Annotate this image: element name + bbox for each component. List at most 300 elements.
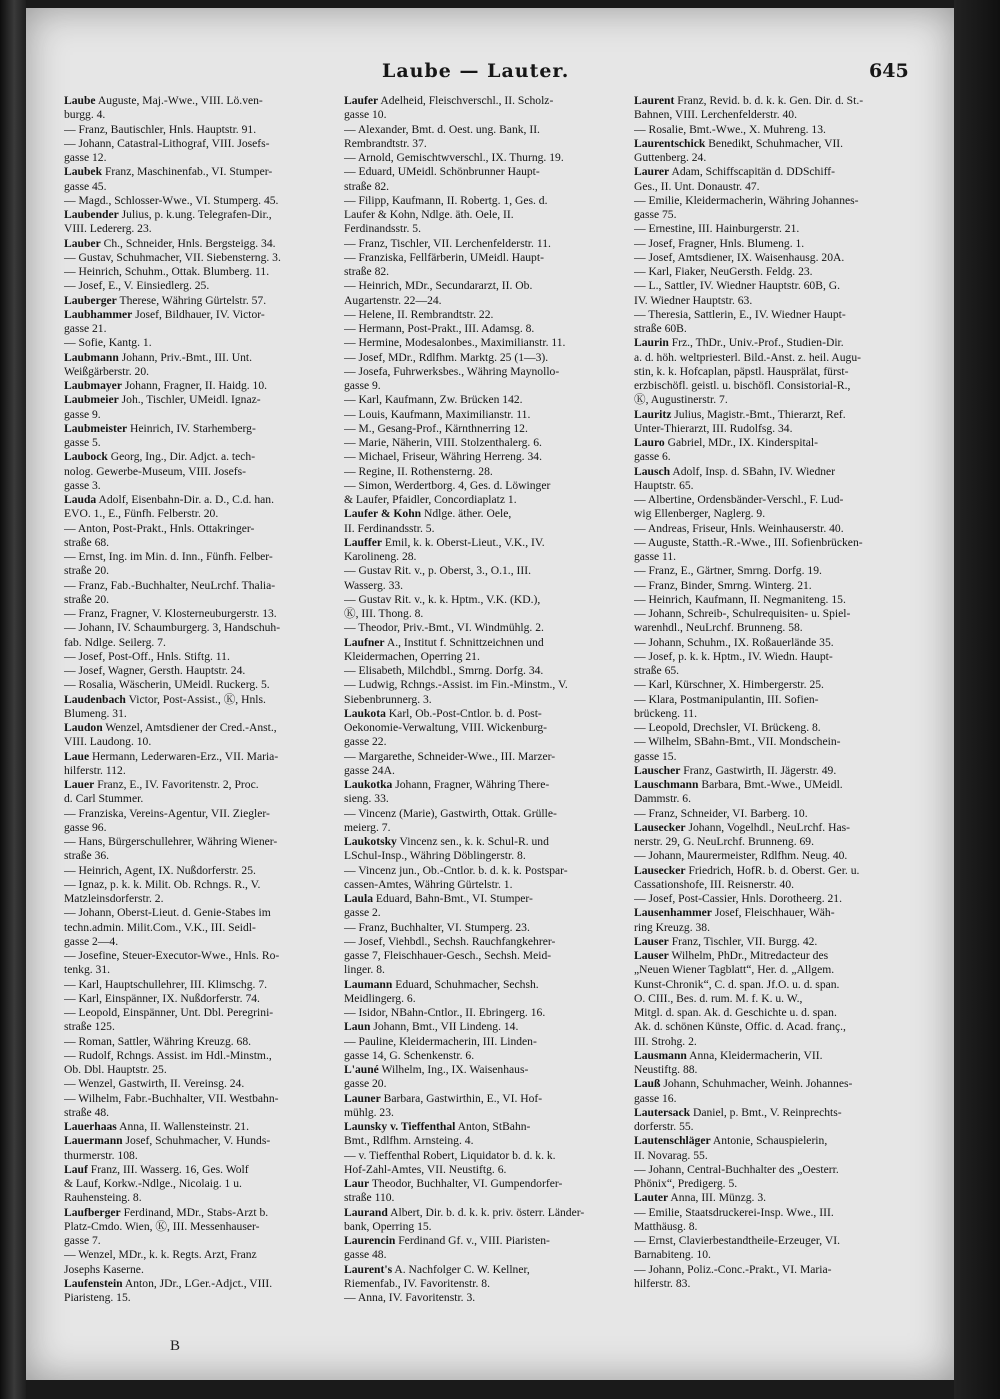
directory-entry (64, 208, 332, 237)
entry-text: Franz, Tischler, VII. Burgg. 42. (671, 934, 818, 948)
entry-text: — Johann, Maurermeister, Rdlfhm. Neug. 40. (634, 849, 848, 863)
entry-line (634, 892, 902, 906)
entry-text: Weißgärberstr. 20. (64, 364, 150, 378)
entry-line (64, 179, 332, 194)
entry-text: gasse 16. (634, 1091, 677, 1105)
entry-text: — Vincenz (Marie), Gastwirth, Ottak. Grülle- (344, 806, 557, 820)
entry-line (64, 792, 332, 806)
directory-entry (634, 465, 902, 494)
entry-line (634, 493, 902, 507)
entry-text: — Eduard, UMeidl. Schönbrunner Haupt- (344, 165, 540, 179)
entry-text: — Wilhelm, Fabr.-Buchhalter, VII. Westbahn- (64, 1091, 279, 1105)
entry-text: — Josef, Post-Cassier, Hnls. Dorotheerg. 21. (634, 892, 842, 905)
entry-text: — Johann, Catastral-Lithograf, VIII. Josefs- (64, 136, 270, 150)
directory-entry (634, 607, 902, 636)
directory-entry (64, 607, 332, 621)
entry-line (64, 564, 332, 578)
entry-text: Albert, Dir. b. d. k. k. priv. österr. Länder- (390, 1205, 585, 1219)
entry-line (64, 350, 332, 365)
entry-line (634, 806, 902, 821)
directory-entry (64, 693, 332, 722)
entry-text: — Wenzel, MDr., k. k. Regts. Arzt, Franz (64, 1248, 257, 1262)
entry-surname: Lausecker (634, 863, 686, 877)
entry-text: Johann, Bmt., VII Lindeng. 14. (373, 1020, 519, 1034)
entry-line (64, 322, 332, 336)
entry-text: EVO. 1., E., Fünfh. Felberstr. 20. (64, 507, 219, 521)
entry-line (634, 1191, 902, 1205)
directory-entry (634, 764, 902, 778)
entry-line (64, 165, 332, 179)
entry-surname: Laubmann (64, 350, 119, 364)
directory-entry (634, 1263, 902, 1292)
directory-entry (344, 536, 612, 565)
entry-text: warenhdl., NeuLrchf. Brunneng. 58. (634, 621, 803, 635)
entry-line (634, 1134, 902, 1148)
entry-line (634, 94, 902, 108)
entry-text: Hermann, Lederwaren-Erz., VII. Maria- (92, 749, 279, 763)
directory-entry (634, 436, 902, 465)
entry-line (64, 1020, 332, 1034)
entry-text: — M., Gesang-Prof., Kärnthnerring 12. (344, 421, 528, 435)
entry-text: — Josef, E., V. Einsiedlerg. 25. (64, 279, 210, 293)
entry-text: Georg, Ing., Dir. Adjct. a. tech- (110, 450, 256, 464)
entry-line (344, 564, 612, 578)
entry-text: — Josef, p. k. k. Hptm., IV. Wiedn. Haupt- (634, 649, 833, 663)
directory-entry (64, 778, 332, 807)
directory-entry (64, 165, 332, 194)
entry-text: Auguste, Maj.-Wwe., VIII. Lö.ven- (97, 94, 263, 107)
entry-line (64, 1177, 332, 1191)
entry-line (64, 863, 332, 878)
entry-text: linger. 8. (344, 963, 385, 977)
entry-text: straße 36. (64, 849, 110, 863)
entry-line (344, 222, 612, 236)
entry-surname: Laubender (64, 208, 119, 221)
page-title: Laube — Lauter. (382, 60, 570, 82)
entry-text: Unter-Thierarzt, III. Rudolfsg. 34. (634, 421, 793, 435)
entry-text: Ⓚ, Augustinerstr. 7. (634, 393, 728, 407)
entry-text: — Ernst, Ing. im Min. d. Inn., Fünfh. Felber- (64, 550, 273, 563)
entry-line (64, 464, 332, 479)
entry-line (64, 1162, 332, 1177)
entry-line (64, 1091, 332, 1106)
entry-line (634, 464, 902, 479)
entry-line (344, 407, 612, 422)
directory-entry (344, 1149, 612, 1178)
entry-line (64, 963, 332, 977)
entry-line (344, 507, 612, 521)
directory-column-2 (344, 94, 612, 1354)
directory-entry (634, 237, 902, 251)
entry-line (344, 621, 612, 635)
entry-text: Adolf, Eisenbahn-Dir. a. D., C.d. han. (98, 493, 274, 506)
entry-text: Ndlge. äther. Oele, (424, 507, 512, 521)
entry-text: straße 48. (64, 1105, 110, 1119)
entry-surname: Laudenbach (64, 692, 126, 706)
entry-text: Eduard, Schuhmacher, Sechsh. (395, 977, 539, 991)
entry-line (64, 749, 332, 764)
entry-line (64, 393, 332, 407)
directory-entry (634, 678, 902, 692)
entry-line (64, 193, 332, 208)
directory-entry (64, 1248, 332, 1277)
entry-text: gasse 10. (344, 108, 387, 122)
entry-text: straße 82. (344, 265, 390, 278)
entry-line (634, 1020, 902, 1034)
entry-line (64, 421, 332, 436)
entry-line (344, 250, 612, 265)
entry-text: Ferdinand Gf. v., VIII. Piaristen- (398, 1234, 550, 1247)
entry-text: gasse 7, Fleischhauer-Gesch., Sechsh. Meid- (344, 949, 552, 962)
entry-text: — Auguste, Statth.-R.-Wwe., III. Sofienbrücken- (634, 535, 863, 549)
entry-text: dorferstr. 55. (634, 1120, 694, 1133)
entry-text: gasse 3. (64, 478, 101, 492)
entry-line (344, 421, 612, 436)
directory-entry (344, 322, 612, 336)
directory-entry (344, 621, 612, 635)
entry-text: straße 82. (344, 179, 390, 193)
entry-line (634, 977, 902, 992)
entry-text: Hof-Zahl-Amtes, VII. Neustiftg. 6. (344, 1162, 507, 1176)
directory-entry (344, 507, 612, 536)
entry-text: — Leopold, Drechsler, VI. Brückeng. 8. (634, 721, 821, 734)
entry-text: — Helene, II. Rembrandtstr. 22. (344, 307, 494, 321)
entry-text: Matthäusg. 8. (634, 1219, 698, 1233)
directory-column-3 (634, 94, 902, 1354)
entry-surname: Laukota (344, 706, 386, 720)
entry-text: Friedrich, HofR. b. d. Oberst. Ger. u. (688, 863, 860, 877)
entry-line (64, 592, 332, 607)
entry-line (634, 649, 902, 664)
entry-text: Karolineng. 28. (344, 550, 417, 563)
entry-text: Adolf, Insp. d. SBahn, IV. Wiedner (672, 464, 836, 478)
directory-entry (634, 906, 902, 935)
entry-line (634, 749, 902, 764)
entry-line (634, 193, 902, 208)
directory-entry (344, 479, 612, 508)
entry-text: Johann, Fragner, II. Haidg. 10. (124, 379, 268, 392)
entry-line (634, 678, 902, 692)
entry-text: Anton, JDr., LGer.-Adjct., VIII. (124, 1276, 273, 1290)
entry-text: Meidlingerg. 6. (344, 991, 416, 1005)
entry-line (634, 1205, 902, 1220)
directory-entry (344, 123, 612, 152)
entry-text: — Josef, Viehbdl., Sechsh. Rauchfangkehrer- (344, 934, 556, 948)
entry-text: — Ludwig, Rchngs.-Assist. im Fin.-Minstm., V. (344, 678, 568, 692)
entry-surname: Laufer & Kohn (344, 507, 422, 521)
entry-text: Julius, p. k.ung. Telegrafen-Dir., (121, 208, 272, 221)
entry-text: Bmt., Rdlfhm. Arnsteing. 4. (344, 1134, 474, 1148)
entry-line (634, 293, 902, 308)
page-number: 645 (869, 60, 909, 82)
entry-line (344, 635, 612, 650)
directory-entry (64, 194, 332, 208)
directory-entry (634, 693, 902, 722)
entry-text: gasse 48. (344, 1248, 387, 1262)
entry-line (344, 151, 612, 165)
entry-text: VIII. Ledererg. 23. (64, 222, 152, 236)
entry-text: Therese, Währing Gürtelstr. 57. (119, 293, 267, 307)
footer-mark: B (170, 1338, 181, 1354)
entry-line (344, 892, 612, 906)
entry-text: mühlg. 23. (344, 1105, 394, 1119)
entry-line (64, 877, 332, 892)
directory-entry (64, 265, 332, 279)
entry-surname: Lausch (634, 464, 671, 478)
entry-line (344, 464, 612, 479)
entry-surname: Lausmann (634, 1048, 687, 1062)
entry-line (64, 379, 332, 393)
entry-text: VIII. Laudong. 10. (64, 735, 152, 749)
entry-text: — Franz, Fab.-Buchhalter, NeuLrchf. Thalia- (64, 578, 276, 592)
entry-surname: Lauschmann (634, 778, 699, 791)
entry-line (344, 350, 612, 365)
entry-line (634, 436, 902, 450)
entry-line (634, 1006, 902, 1020)
entry-line (634, 1219, 902, 1234)
entry-line (344, 493, 612, 507)
directory-entry (64, 1134, 332, 1163)
entry-line (634, 877, 902, 892)
entry-text: Ak. d. schönen Künste, Offic. d. Acad. franç., (634, 1020, 846, 1034)
entry-text: Piaristeng. 15. (64, 1291, 131, 1304)
entry-line (344, 1205, 612, 1220)
entry-line (634, 564, 902, 578)
entry-line (344, 920, 612, 935)
entry-text: — Anton, Post-Prakt., Hnls. Ottakringer- (64, 521, 255, 535)
directory-entry (634, 522, 902, 536)
entry-line (344, 1120, 612, 1134)
entry-text: — Alexander, Bmt. d. Oest. ung. Bank, II. (344, 122, 540, 136)
entry-text: — Franziska, Vereins-Agentur, VII. Ziegler- (64, 806, 270, 820)
directory-entry (344, 465, 612, 479)
entry-text: IV. Wiedner Hauptstr. 63. (634, 293, 753, 307)
entry-text: — Leopold, Einspänner, Unt. Dbl. Peregrini- (64, 1006, 274, 1019)
entry-surname: Laubmayer (64, 379, 122, 392)
entry-line (64, 1105, 332, 1120)
directory-entry (344, 165, 612, 194)
directory-entry (344, 237, 612, 251)
entry-line (64, 279, 332, 293)
entry-surname: Laurand (344, 1205, 388, 1219)
entry-line (344, 478, 612, 493)
directory-entry (344, 636, 612, 665)
entry-line (64, 364, 332, 379)
entry-text: — Josef, Fragner, Hnls. Blumeng. 1. (634, 236, 805, 250)
entry-text: Josef, Schuhmacher, V. Hunds- (125, 1134, 271, 1148)
entry-line (344, 949, 612, 963)
entry-text: — Johann, Poliz.-Conc.-Prakt., VI. Maria- (634, 1262, 832, 1276)
directory-entry (64, 835, 332, 864)
entry-surname: Launsky v. Tieffenthal (344, 1120, 456, 1133)
entry-text: — Heinrich, MDr., Secundararzt, II. Ob. (344, 279, 533, 293)
entry-line (344, 963, 612, 977)
entry-line (634, 991, 902, 1006)
directory-entry (64, 664, 332, 678)
entry-text: Ferdinandsstr. 5. (344, 222, 421, 236)
entry-line (344, 835, 612, 849)
entry-text: — Franz, E., Gärtner, Smrng. Dorfg. 19. (634, 564, 822, 578)
directory-entry (344, 151, 612, 165)
entry-line (634, 108, 902, 122)
entry-text: Johann, Priv.-Bmt., III. Unt. (121, 350, 252, 364)
entry-text: Julius, Magistr.-Bmt., Thierarzt, Ref. (674, 407, 846, 421)
entry-line (64, 1034, 332, 1049)
entry-line (344, 208, 612, 222)
entry-surname: Laubock (64, 450, 108, 464)
directory-entry (344, 835, 612, 864)
entry-text: Johann, Schuhmacher, Weinh. Johannes- (663, 1077, 853, 1091)
directory-entry (64, 807, 332, 836)
directory-entry (64, 522, 332, 551)
directory-entry (634, 336, 902, 407)
entry-line (344, 1034, 612, 1049)
entry-line (344, 1020, 612, 1034)
entry-text: Augartenstr. 22—24. (344, 293, 442, 307)
directory-entry (344, 251, 612, 280)
entry-text: — Vincenz jun., Ob.-Cntlor. b. d. k. k. Postspar- (344, 863, 568, 877)
entry-line (64, 1276, 332, 1291)
directory-entry (344, 1006, 612, 1020)
directory-entry (344, 408, 612, 422)
directory-entry (64, 393, 332, 422)
entry-surname: Laukotsky (344, 835, 397, 848)
entry-text: ring Kreuzg. 38. (634, 920, 710, 934)
entry-text: brückeng. 11. (634, 706, 697, 720)
entry-surname: Lauerhaas (64, 1120, 117, 1133)
entry-surname: Laula (344, 892, 373, 905)
entry-line (634, 322, 902, 336)
entry-line (64, 578, 332, 593)
entry-line (634, 265, 902, 279)
entry-line (634, 236, 902, 251)
entry-line (634, 934, 902, 949)
entry-text: Josephs Kaserne. (64, 1262, 144, 1276)
entry-text: Karl, Ob.-Post-Cntlor. b. d. Post- (388, 706, 542, 720)
entry-line (344, 792, 612, 806)
entry-text: nolog. Gewerbe-Museum, VIII. Josefs- (64, 464, 247, 478)
directory-column-1 (64, 94, 332, 1354)
entry-text: & Lauf, Korkw.-Ndlge., Nicolaig. 1 u. (64, 1177, 242, 1190)
entry-line (64, 721, 332, 735)
entry-text: d. Carl Stummer. (64, 792, 144, 806)
entry-text: — Franziska, Fellfärberin, UMeidl. Haupt- (344, 250, 544, 264)
directory-entry (634, 1191, 902, 1205)
entry-text: gasse 2. (344, 906, 381, 920)
entry-text: — Gustav, Schuhmacher, VII. Siebensterng. 3. (64, 250, 281, 264)
entry-line (634, 835, 902, 849)
entry-text: hilferstr. 83. (634, 1276, 691, 1290)
entry-text: — Regine, II. Rothensterng. 28. (344, 464, 493, 478)
entry-surname: Lauda (64, 493, 97, 506)
entry-line (634, 920, 902, 935)
entry-line (634, 507, 902, 521)
entry-text: Rauhensteing. 8. (64, 1191, 142, 1205)
entry-text: meierg. 7. (344, 820, 391, 834)
entry-surname: Lautersack (634, 1105, 691, 1119)
entry-surname: Laur (344, 1177, 370, 1190)
entry-line (64, 94, 332, 108)
entry-text: — Franz, Fragner, V. Klosterneuburgerstr. 13. (64, 607, 277, 620)
entry-text: Platz-Cmdo. Wien, Ⓚ, III. Messenhauser- (64, 1219, 260, 1233)
entry-line (344, 535, 612, 550)
entry-line (634, 1048, 902, 1063)
entry-line (634, 592, 902, 607)
entry-text: straße 65. (634, 664, 680, 677)
entry-line (344, 991, 612, 1006)
entry-text: Victor, Post-Assist., Ⓚ, Hnls. (128, 692, 266, 706)
entry-line (634, 1177, 902, 1191)
entry-text: thurmerstr. 108. (64, 1148, 138, 1162)
entry-surname: Laube (64, 94, 96, 107)
entry-text: tenkg. 31. (64, 963, 111, 977)
entry-text: III. Strohg. 2. (634, 1034, 697, 1048)
entry-text: gasse 9. (344, 379, 381, 392)
directory-entry (64, 279, 332, 293)
entry-surname: Lauter (634, 1191, 669, 1205)
entry-surname: Lauscher (634, 763, 681, 777)
directory-entry (64, 1006, 332, 1035)
entry-text: Hauptstr. 65. (634, 478, 694, 492)
entry-line (634, 1091, 902, 1106)
entry-text: — Josefine, Steuer-Executor-Wwe., Hnls. Ro- (64, 949, 280, 962)
directory-entry (64, 1035, 332, 1049)
entry-line (344, 94, 612, 108)
entry-text: & Laufer, Pfaidler, Concordiaplatz 1. (344, 493, 517, 506)
entry-line (634, 364, 902, 379)
entry-line (64, 208, 332, 222)
entry-text: Bahnen, VIII. Lerchenfelderstr. 40. (634, 108, 798, 122)
entry-line (344, 706, 612, 721)
entry-line (634, 763, 902, 778)
entry-line (344, 1177, 612, 1191)
entry-line (64, 806, 332, 821)
directory-entry (64, 721, 332, 750)
entry-line (634, 578, 902, 593)
entry-line (344, 649, 612, 664)
entry-line (64, 820, 332, 835)
entry-surname: Lauffer (344, 535, 382, 549)
entry-text: gasse 75. (634, 208, 677, 221)
entry-text: LSchul-Insp., Währing Döblingerstr. 8. (344, 849, 526, 863)
directory-entry (634, 721, 902, 735)
entry-line (634, 1162, 902, 1177)
entry-text: Ob. Dbl. Hauptstr. 25. (64, 1063, 167, 1076)
directory-entry (344, 365, 612, 394)
entry-line (634, 136, 902, 151)
entry-surname: Laurent's (344, 1262, 393, 1276)
entry-line (344, 906, 612, 920)
entry-line (344, 265, 612, 279)
entry-line (64, 1077, 332, 1091)
entry-text: Anna, III. Münzg. 3. (670, 1191, 767, 1205)
directory-entry (634, 1106, 902, 1135)
entry-text: — Ernst, Clavierbestandtheile-Erzeuger, VI. (634, 1234, 841, 1247)
entry-surname: Lauritz (634, 407, 672, 421)
entry-text: Josef, Fleischhauer, Wäh- (714, 906, 835, 920)
directory-entry (64, 450, 332, 493)
entry-text: techn.admin. Milit.Com., V.K., III. Seidl- (64, 920, 256, 934)
entry-line (64, 550, 332, 564)
entry-line (64, 1148, 332, 1163)
entry-line (64, 1191, 332, 1205)
directory-entry (64, 1206, 332, 1249)
entry-text: erzbischöfl. geistl. u. bischöfl. Consistorial-R., (634, 379, 851, 392)
entry-line (64, 1219, 332, 1234)
entry-text: Ⓚ, III. Thong. 8. (344, 607, 424, 620)
entry-text: II. Novarag. 55. (634, 1148, 708, 1162)
entry-line (64, 607, 332, 621)
